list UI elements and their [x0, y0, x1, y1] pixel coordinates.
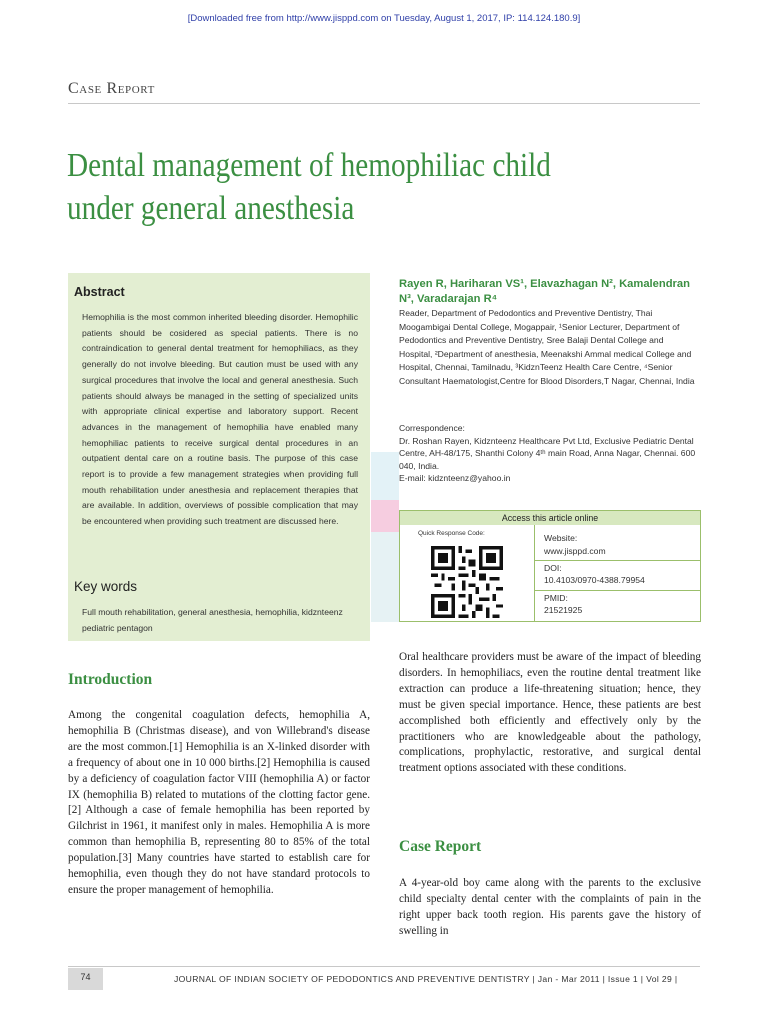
introduction-heading: Introduction	[68, 671, 153, 688]
body-paragraph: Oral healthcare providers must be aware of the impact of bleeding disorders. In hemophiliacs, even the routine dental treatment like extraction can produce a life-threatening situation; hence, they must be given special importance. Hence, these patients are best accomplished both efficiently and effectively only by the practitioners who are knowledgeable about the pathology, complications, prophylactic, restorative, and surgical dental treatment options associated with these conditions.	[399, 651, 701, 775]
journal-footer: JOURNAL OF INDIAN SOCIETY OF PEDODONTICS AND PREVENTIVE DENTISTRY | Jan - Mar 2011 | Issue 1 | Vol 29 |	[174, 974, 678, 984]
correspondence-address: Dr. Roshan Rayen, Kidznteenz Healthcare Pvt Ltd, Exclusive Pediatric Dental Centre, AH-48/175, Shanthi Colony 4ᵗʰ main Road, Anna Nagar, Chennai. 600 040, India.	[399, 435, 696, 471]
decorative-block	[371, 452, 399, 500]
page-number: 74	[80, 972, 91, 982]
correspondence-label: Correspondence:	[399, 423, 465, 433]
abstract-text: Hemophilia is the most common inherited bleeding disorder. Hemophilic patients should be cosidered as special patients. There is no contraindication to general dental treatment for hemophiliacs, as they generally do not involve bleeding. But caution must be used with any surgical procedures that involve the local and general anesthesia. Such patients should always be managed in the setting of specialized units with appropriate clinical expertise and laboratory support. Recent advances in the management of hemophilia have enabled many hemophiliac patients to receive surgical dental procedures in an outpatient dental care on a routine basis. The purpose of this case report is to provide a few management strategies when providing full mouth rehabilitation under anesthesia and replacement therapies that are available. In addition, overviews of possible complication that may be encountered when providing such treatment are discussed here.	[82, 312, 358, 527]
download-note: [Downloaded free from http://www.jisppd.com on Tuesday, August 1, 2017, IP: 114.124.180.9]	[187, 13, 581, 24]
pmid-value: 21521925	[544, 605, 583, 615]
website-link[interactable]: www.jisppd.com	[544, 546, 606, 556]
pmid-label: PMID:	[544, 593, 568, 603]
decorative-block	[371, 500, 399, 532]
access-heading: Access this article online	[400, 511, 700, 525]
qr-code-icon[interactable]	[431, 546, 503, 618]
divider	[534, 590, 701, 591]
article-title: Dental management of hemophiliac child under general anesthesia	[67, 147, 551, 227]
footer-rule	[68, 966, 700, 967]
section-label: Case Report	[68, 80, 155, 97]
decorative-block	[371, 532, 399, 622]
qr-label: Quick Response Code:	[418, 530, 485, 537]
correspondence-email[interactable]: E-mail: kidznteenz@yahoo.in	[399, 473, 511, 483]
correspondence-block	[399, 422, 699, 485]
doi-link[interactable]: 10.4103/0970-4388.79954	[544, 575, 645, 585]
doi-label: DOI:	[544, 563, 562, 573]
author-list: Rayen R, Hariharan VS¹, Elavazhagan N², Kamalendran N³, Varadarajan R⁴	[399, 278, 690, 305]
divider	[534, 525, 535, 622]
case-report-heading: Case Report	[399, 838, 482, 855]
header-rule	[68, 103, 700, 104]
website-label: Website:	[544, 533, 578, 543]
affiliations: Reader, Department of Pedodontics and Preventive Dentistry, Thai Moogambigai Dental College, Mogappair, ¹Senior Lecturer, Department of Pedodontics and Preventive Dentistry, Sree Balaji Dental College and Hospital, ²Department of anesthesia, Meenakshi Ammal medical College and Hospital, Chennai, Tamilnadu, ³KidznTeenz Health Care Centre, ⁴Senior Consultant Haematologist,Centre for Blood Disorders,T Nagar, Chennai, India	[399, 308, 695, 386]
introduction-text: Among the congenital coagulation defects, hemophilia A, hemophilia B (Christmas disease), and von Willebrand's disease are the most common.[1] Hemophilia is an X-linked disorder with a frequency of about one in 10 000 births.[2] Hemophilia is caused by a deficiency of coagulation factor VIII (hemophilia A) or factor IX (hemophilia B) related to mutations of the clotting factor gene.[2] Although a case of female hemophilia has been reported by Gilchrist in 1961, it manifest only in males. Hemophilia A is more common than hemophilia B, representing 80 to 85% of the total population.[3] Many countries have started to establish care for hemophilia, even though they do not have standard protocols to ensure the proper management of hemophilia.	[68, 709, 370, 896]
abstract-heading: Abstract	[74, 285, 125, 299]
case-report-text: A 4-year-old boy came along with the parents to the exclusive child specialty dental center with the complaints of pain in the right upper back tooth region. His parents gave the history of swelling in	[399, 877, 701, 937]
keywords-text: Full mouth rehabilitation, general anesthesia, hemophilia, kidznteenz pediatric pentagon	[82, 607, 343, 633]
keywords-heading: Key words	[74, 579, 138, 594]
divider	[534, 560, 701, 561]
